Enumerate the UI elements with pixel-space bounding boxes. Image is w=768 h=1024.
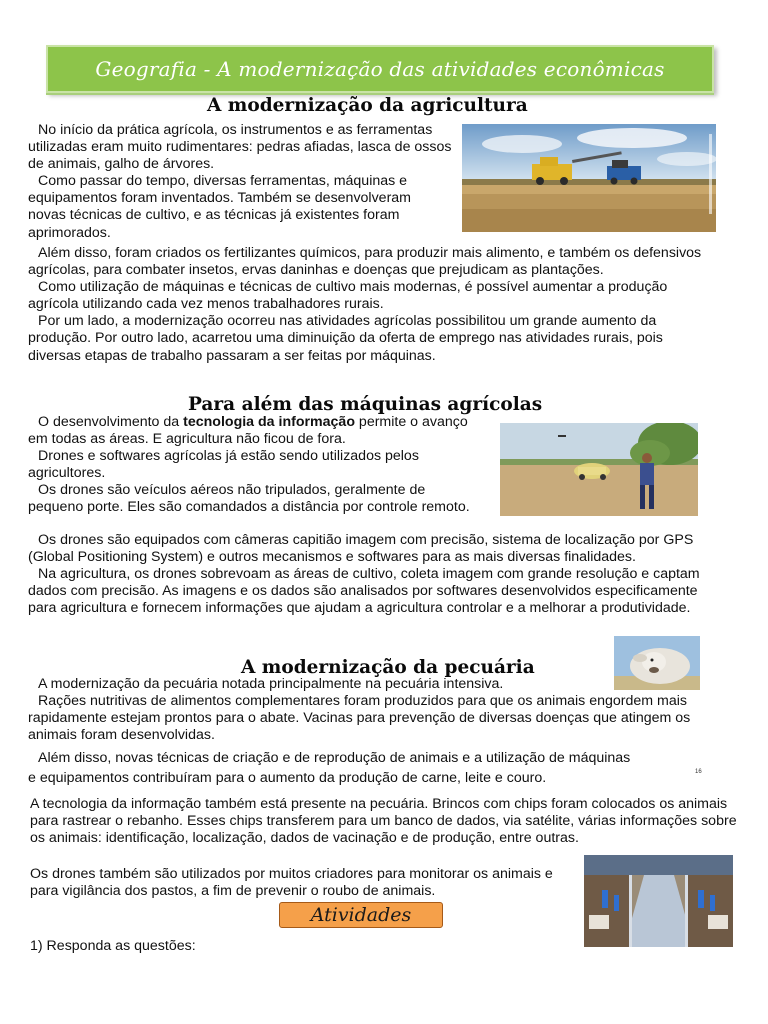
paragraph: Os drones são equipados com câmeras capitião imagem com precisão, sistema de localização por GPS (Global Positioning System) e outros mecanismos e softwares para as mais diversas finalidades. bbox=[28, 532, 694, 566]
paragraph: Além disso, foram criados os fertilizantes químicos, para produzir mais alimento, e também os defensivos agrícolas, para combater insetos, ervas daninhas e doenças que prejudicam as plantações. bbox=[28, 245, 702, 279]
section-pecuaria-line bbox=[28, 750, 718, 767]
paragraph: Na agricultura, os drones sobrevoam as áreas de cultivo, coleta imagem com grande resolução e captam dados com precisão. As imagens e os dados são analisados por softwares desenvolvidos especificamente para agricultura e fornecem informações que ajudam a agricultura controlar e a melhorar a produtividade. bbox=[28, 566, 700, 617]
text-span: permite o avanço em todas as áreas. E agricultura não ficou de fora. bbox=[28, 414, 468, 448]
milking-parlor-photo bbox=[584, 855, 733, 947]
section-maquinas-intro bbox=[28, 414, 472, 517]
paragraph-line: Além disso, novas técnicas de criação e de reprodução de animais e a utilização de máquinas bbox=[38, 750, 631, 766]
text-span: O desenvolvimento da bbox=[38, 414, 184, 430]
section-agricultura-intro bbox=[28, 122, 452, 242]
paragraph bbox=[28, 414, 472, 448]
section-heading-pecuaria: A modernização da pecuária bbox=[241, 657, 535, 678]
paragraph: Os drones também são utilizados por muitos criadores para monitorar os animais e para vigilância dos pastos, a fim de prevenir o roubo de animais. bbox=[30, 866, 553, 900]
activities-label bbox=[279, 902, 443, 928]
paragraph: Por um lado, a modernização ocorreu nas atividades agrícolas possibilitou um grande aumento da produção. Por outro lado, acarretou uma diminuição da oferta de emprego nas atividades rurais, pois diversas etapas de trabalho passaram a ser feitas por máquinas. bbox=[28, 313, 663, 364]
paragraph: Como passar do tempo, diversas ferramentas, máquinas e equipamentos foram inventados. Também se desenvolveram novas técnicas de cultivo, e as técnicas já existentes foram aprimorados. bbox=[28, 173, 412, 241]
section-maquinas-body bbox=[28, 532, 720, 617]
paragraph: Como utilização de máquinas e técnicas de cultivo mais modernas, é possível aumentar a produção agrícola utilizando cada vez menos trabalhadores rurais. bbox=[28, 279, 668, 313]
photo-caption bbox=[500, 518, 690, 528]
question-1: 1) Responda as questões: bbox=[30, 938, 196, 954]
harvester-photo bbox=[462, 124, 716, 232]
section-pecuaria-body bbox=[28, 676, 706, 744]
title-banner bbox=[46, 45, 714, 93]
paragraph: A tecnologia da informação também está presente na pecuária. Brincos com chips foram colocados os animais para rastrear o rebanho. Esses chips transferem para um banco de dados, via satélite, várias informações sobre os animais: identificação, localização, dados de vacinação e de produção, entre outras. bbox=[30, 796, 737, 847]
paragraph-line: e equipamentos contribuíram para o aumento da produção de carne, leite e couro. bbox=[28, 770, 547, 786]
milking-parlor-image bbox=[584, 855, 733, 947]
paragraph: Rações nutritivas de alimentos complementares foram produzidos para que os animais engordem mais rapidamente estejam prontos para o abate. Vacinas para prevenção de diversas doenças que atingem os animais foram desenvolvidas. bbox=[28, 693, 691, 744]
paragraph: Drones e softwares agrícolas já estão sendo utilizados pelos agricultores. bbox=[28, 448, 419, 482]
paragraph: A modernização da pecuária notada principalmente na pecuária intensiva. bbox=[38, 676, 504, 692]
drone-farmer-photo bbox=[500, 423, 698, 516]
section-pecuaria-drones bbox=[30, 866, 578, 900]
paragraph: Os drones são veículos aéreos não tripulados, geralmente de pequeno porte. Eles são comandados a distância por controle remoto. bbox=[28, 482, 470, 516]
paragraph: No início da prática agrícola, os instrumentos e as ferramentas utilizadas eram muito rudimentares: pedras afiadas, lasca de ossos de animais, galho de árvores. bbox=[28, 122, 452, 173]
section-pecuaria-line bbox=[28, 770, 718, 787]
section-pecuaria-tech bbox=[30, 796, 740, 847]
banner-title: Geografia - A modernização das atividades econômicas bbox=[95, 57, 665, 81]
section-heading-maquinas: Para além das máquinas agrícolas bbox=[188, 394, 543, 415]
drone-field-image bbox=[500, 423, 698, 516]
activities-label-text: Atividades bbox=[310, 904, 412, 926]
photo-caption bbox=[584, 950, 733, 956]
page-number: 16 bbox=[695, 769, 702, 775]
photo-caption bbox=[466, 237, 706, 243]
bold-term: tecnologia da informação bbox=[183, 414, 355, 430]
section-agricultura-body bbox=[28, 245, 718, 365]
harvester-field-image bbox=[462, 124, 716, 232]
section-heading-agricultura: A modernização da agricultura bbox=[207, 95, 528, 116]
